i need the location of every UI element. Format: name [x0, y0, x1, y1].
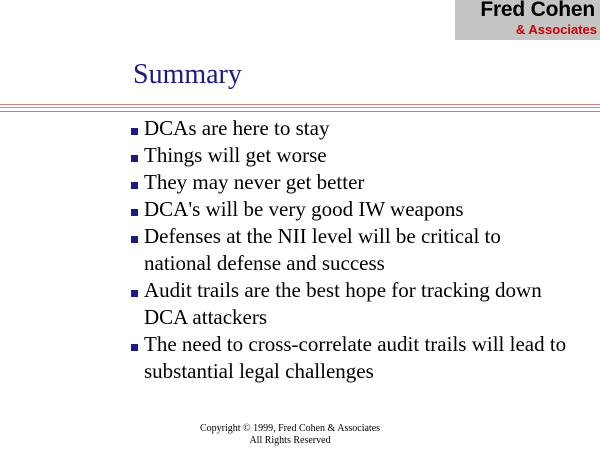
copyright-text: Copyright © 1999, Fred Cohen & Associates	[199, 423, 381, 434]
slide-footer	[190, 423, 390, 447]
divider-line	[0, 111, 600, 112]
bullet-item	[131, 196, 571, 223]
logo-name: Fred Cohen	[480, 0, 595, 21]
bullet-text: The need to cross-correlate audit trails will lead to substantial legal challenges	[144, 332, 567, 383]
square-bullet-icon	[131, 209, 138, 216]
company-logo	[455, 0, 600, 40]
bullet-item	[131, 115, 571, 142]
bullet-item	[131, 169, 571, 196]
bullet-item	[131, 223, 571, 277]
bullet-list	[131, 115, 571, 385]
bullet-text: Defenses at the NII level will be critical to national defense and success	[144, 224, 501, 275]
square-bullet-icon	[131, 344, 138, 351]
square-bullet-icon	[131, 155, 138, 162]
divider-line	[0, 107, 600, 108]
bullet-item	[131, 277, 571, 331]
square-bullet-icon	[131, 182, 138, 189]
square-bullet-icon	[131, 128, 138, 135]
bullet-text: DCAs are here to stay	[144, 116, 330, 140]
square-bullet-icon	[131, 290, 138, 297]
slide-title: Summary	[133, 59, 242, 90]
square-bullet-icon	[131, 236, 138, 243]
bullet-text: They may never get better	[144, 170, 365, 194]
logo-subtitle: & Associates	[515, 22, 597, 37]
bullet-item	[131, 331, 571, 385]
divider-line	[0, 104, 600, 105]
bullet-item	[131, 142, 571, 169]
rights-text: All Rights Reserved	[249, 435, 331, 446]
bullet-text: DCA's will be very good IW weapons	[144, 197, 464, 221]
bullet-text: Things will get worse	[144, 143, 327, 167]
bullet-text: Audit trails are the best hope for tracking down DCA attackers	[144, 278, 542, 329]
